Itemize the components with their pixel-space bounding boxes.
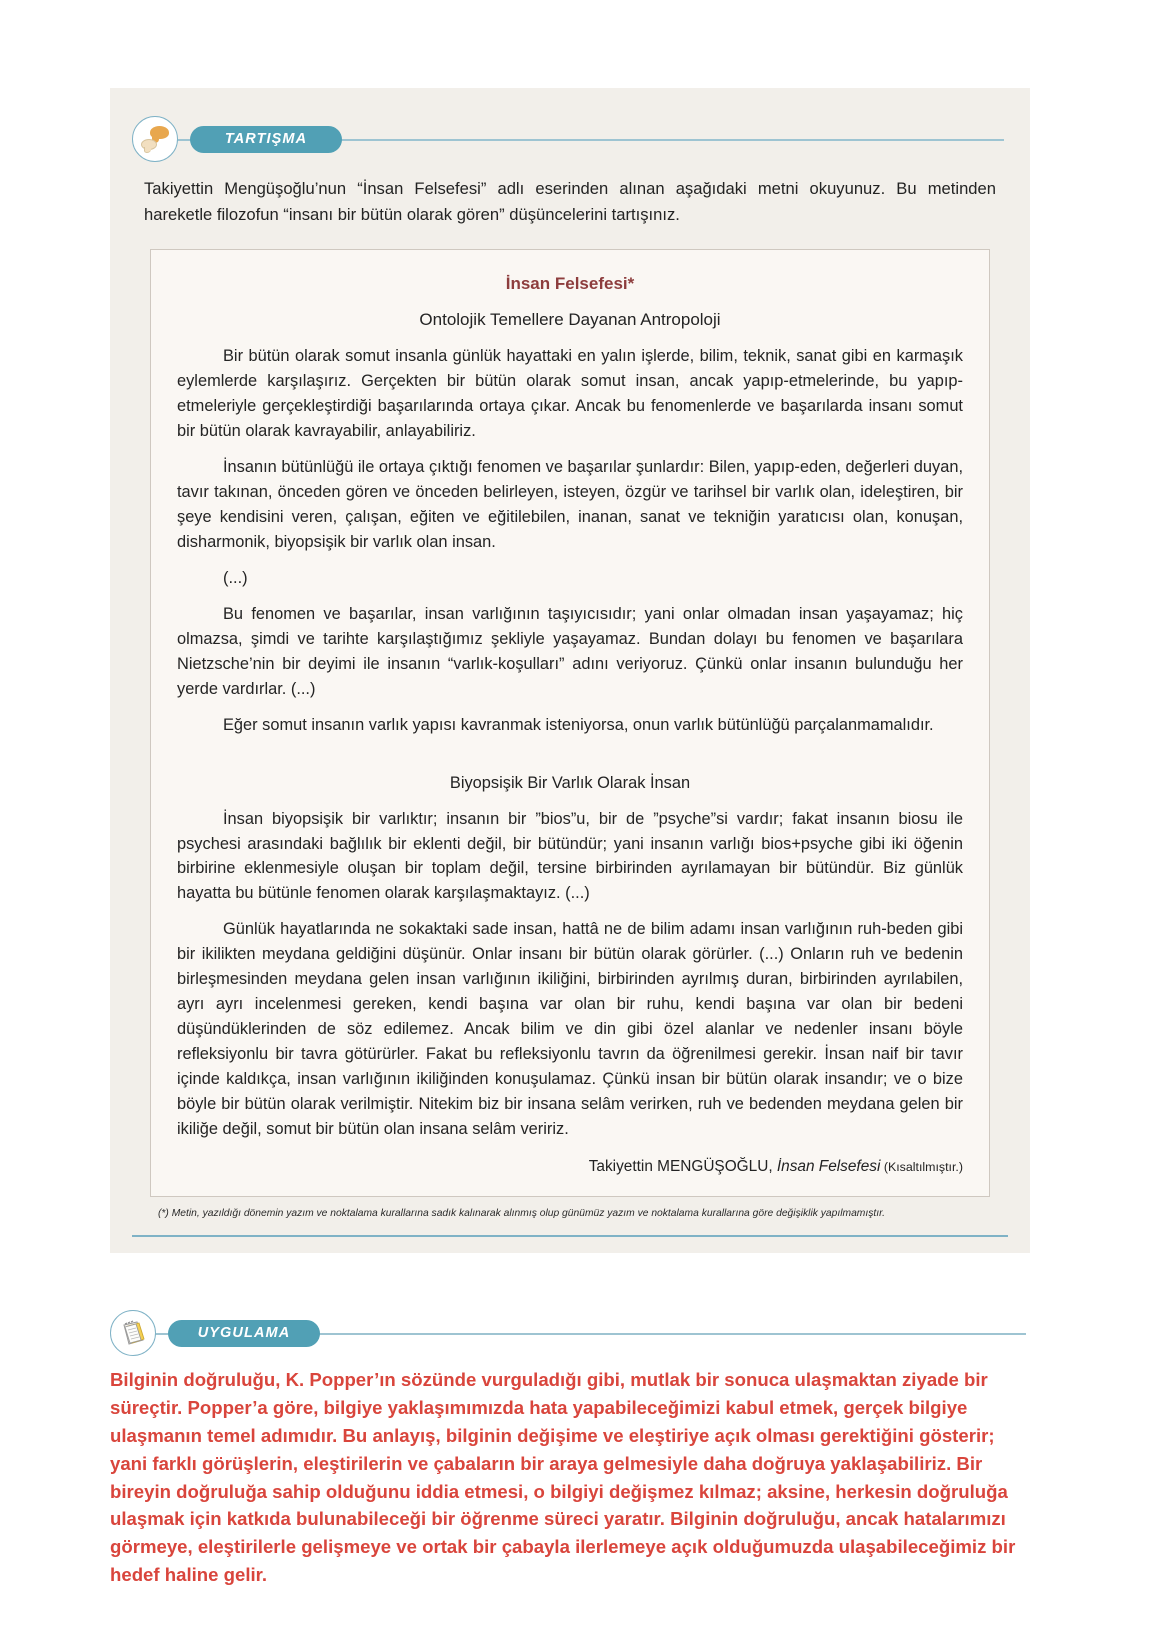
reading-attribution [177,1158,963,1176]
tartisma-section [110,88,1030,1253]
uygulama-header-band [110,1310,1030,1356]
tartisma-panel [110,88,1030,1253]
tartisma-badge-label: TARTIŞMA [224,131,308,147]
reading-paragraph: Bu fenomen ve başarılar, insan varlığının taşıyıcısıdır; yani onlar olmadan insan yaşayamaz; hiç olmazsa, şimdi ve tarihte karşılaştığımız şekliyle yaşayamaz. Bundan dolayı bu fenomen ve başarılara Nietzsche’nin bir deyimi ile insanın “varlık-koşulları” adını veriyoruz. Çünkü onlar insanın bulunduğu her yerde vardırlar. (...) [177,604,963,698]
notepad-icon [110,1310,156,1356]
uygulama-badge-label: UYGULAMA [197,1325,291,1341]
reading-paragraph: Günlük hayatlarında ne sokaktaki sade insan, hattâ ne de bilim adamı insan varlığının ruh-beden gibi bir ikilikten meydana geldiğini düşünür. Onlar insanı bir bütün olarak görürler. (...) Onların ruh ve bedenin birleşmesinden meydana gelen insan varlığının ikiliğini, birbirinden ayrılmış duran, birbirinden ayrılabilen, ayrı ayrı incelenmesi gereken, kendi başına var olan bir ruhu, kendi başına var olan bir bedeni düşündüklerinden de söz edilemez. Ancak bilim ve din gibi özel alanlar ve nedenler insanı böyle refleksiyonlu bir tavra götürürler. Fakat bu refleksiyonlu tavrın da öğrenilmesi gerekir. İnsan naif bir tavır içinde kaldıkça, insan varlığının ikiliğinden konuşulamaz. Çünkü insan bir bütün olarak insandır; ve o bize böyle bir bütün olarak verilmiştir. Nitekim biz bir insana selâm verirken, ruh ve bedenden meydana gelen bir ikiliğe değil, somut bir bütün olan insana selâm veririz. [177,920,963,1138]
panel-bottom-rule [132,1235,1008,1237]
uygulama-badge [168,1320,320,1347]
reading-title: İnsan Felsefesi* [505,274,635,294]
speech-bubble-icon [132,116,178,162]
reading-paragraph: İnsanın bütünlüğü ile ortaya çıktığı fenomen ve başarılar şunlardır: Bilen, yapıp-eden, değerleri duyan, tavır takınan, önceden gören ve önceden belirleyen, isteyen, özgür ve tarihsel bir varlık olan, ideleştiren, bir şeye kendisini veren, çalışan, eğiten ve eğitilebilen, inanan, sanat ve tekniğin yaratıcısı olan, konuşan, disharmonik, biyopsişik bir varlık olan insan. [177,458,963,551]
reading-footnote: (*) Metin, yazıldığı dönemin yazım ve noktalama kurallarına sadık kalınarak alınmış olup günümüz yazım ve noktalama kurallarına göre değişiklik yapılmamıştır. [158,1207,886,1219]
uygulama-answer-text: Bilginin doğruluğu, K. Popper’ın sözünde vurguladığı gibi, mutlak bir sonuca ulaşmaktan ziyade bir süreçtir. Popper’a göre, bilgiye yaklaşımımızda hata yapabileceğimizi kabul etmek, gerçek bilgiye ulaşmanın temel adımıdır. Bu anlayış, bilginin değişime ve eleştiriye açık olması gerektiğini gösterir; yani farklı görüşlerin, eleştirilerin ve çabaların bir araya gelmesiyle daha doğruya yaklaşabiliriz. Bir bireyin doğruluğa sahip olduğunu iddia etmesi, o bilgiyi değişmez kılmaz; aksine, herkesin doğruluğa ulaşmak için katkıda bulunabileceği bir öğrenme süreci yaratır. Bilginin doğruluğu, ancak hatalarımızı görmeye, eleştirilerle gelişmeye ve ortak bir çabayla ilerlemeye açık olduğumuzda ulaşabileceğimiz bir hedef haline gelir. [110,1369,1016,1586]
tartisma-badge [190,126,342,153]
reading-subtitle-2: Biyopsişik Bir Varlık Olarak İnsan [449,773,691,792]
attribution-author: Takiyettin MENGÜŞOĞLU, [588,1157,777,1175]
reading-paragraph: Eğer somut insanın varlık yapısı kavranmak isteniyorsa, onun varlık bütünlüğü parçalanmamalıdır. [223,715,934,734]
tartisma-header-band [132,116,1008,162]
attribution-note: (Kısaltılmıştır.) [880,1159,963,1174]
reading-paragraph: İnsan biyopsişik bir varlıktır; insanın bir ”bios”u, bir de ”psyche”si vardır; fakat insanın biosu ile psychesi arasındaki bağlılık bir eklenti değil, bir bütündür; yani insanın varlığı bios+psyche gibi iki öğenin birbirine eklenmesiyle oluşan bir toplam değil, tersine birbirinden ayrılamayan bir bütündür. Biz günlük hayatta bu bütünle fenomen olarak karşılaşmaktayız. (...) [177,809,963,903]
attribution-work: İnsan Felsefesi [776,1157,881,1175]
reading-ellipsis: (...) [223,568,248,587]
uygulama-section [110,1310,1030,1589]
reading-passage-box [150,249,990,1196]
reading-subtitle: Ontolojik Temellere Dayanan Antropoloji [419,310,721,330]
tartisma-instruction: Takiyettin Mengüşoğlu’nun “İnsan Felsefesi” adlı eserinden alınan aşağıdaki metni okuyunuz. Bu metinden hareketle filozofun “insanı bir bütün olarak gören” düşüncelerini tartışınız. [144,179,996,224]
reading-paragraph: Bir bütün olarak somut insanla günlük hayattaki en yalın işlerde, bilim, teknik, sanat gibi en karmaşık eylemlerde karşılaşırız. Gerçekten bir bütün olarak somut insan, ancak yapıp-etmelerinde, bu yapıp-etmeleriyle gerçekleştirdiği başarılarında ortaya çıkar. Ancak bu fenomenlerde ve başarılarda insanı somut bir bütün olarak kavrayabilir, anlayabiliriz. [177,347,963,441]
